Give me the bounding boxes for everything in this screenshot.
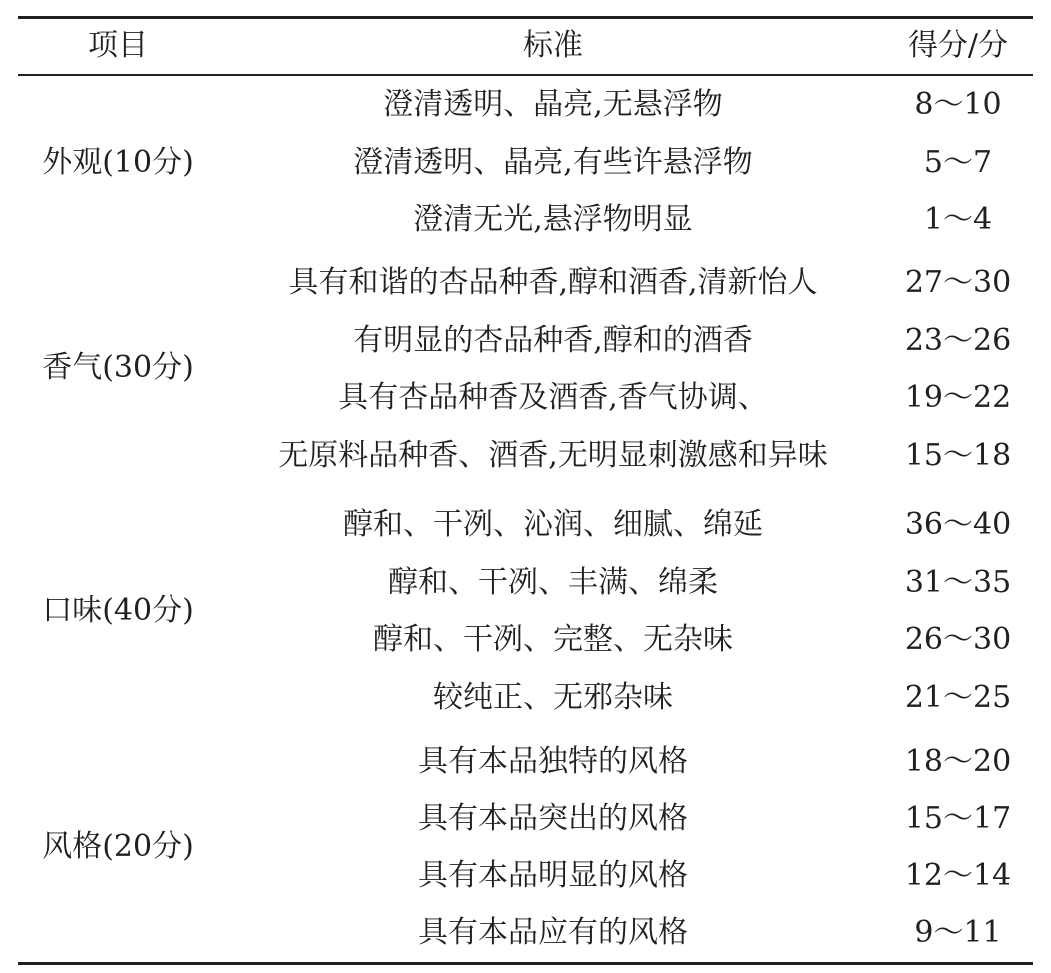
table-row-standard: 无原料品种香、酒香,无明显刺激感和异味 <box>278 438 828 473</box>
table-row-standard: 澄清无光,悬浮物明显 <box>413 202 693 237</box>
table-row-standard: 具有和谐的杏品种香,醇和酒香,清新怡人 <box>288 265 818 300</box>
header-item: 项目 <box>88 28 148 63</box>
table-bottom-rule <box>18 962 1033 965</box>
table-row-standard: 具有本品突出的风格 <box>418 801 688 836</box>
table-row-score: 15～17 <box>904 801 1012 836</box>
table-row-score: 21～25 <box>904 680 1012 715</box>
table-row-standard: 澄清透明、晶亮,有些许悬浮物 <box>353 145 753 180</box>
header-rule <box>18 74 1033 76</box>
table-row-standard: 澄清透明、晶亮,无悬浮物 <box>383 87 723 122</box>
table-row-score: 9～11 <box>914 915 1002 950</box>
group-label-appearance: 外观(10分) <box>42 145 194 180</box>
table-top-rule <box>18 16 1033 19</box>
table-row-score: 8～10 <box>914 87 1002 122</box>
header-standard: 标准 <box>523 28 583 63</box>
table-row-score: 31～35 <box>904 565 1012 600</box>
table-row-score: 1～4 <box>923 202 993 237</box>
table-row-score: 18～20 <box>904 744 1012 779</box>
table-row-score: 23～26 <box>904 323 1012 358</box>
header-score: 得分/分 <box>907 28 1009 63</box>
table-row-standard: 醇和、干冽、沁润、细腻、绵延 <box>343 507 763 542</box>
table-row-score: 36～40 <box>904 507 1012 542</box>
table-row-score: 5～7 <box>923 145 993 180</box>
table-row-score: 12～14 <box>904 858 1012 893</box>
table-row-standard: 醇和、干冽、完整、无杂味 <box>373 622 733 657</box>
table-row-score: 19～22 <box>904 380 1012 415</box>
table-row-standard: 较纯正、无邪杂味 <box>433 680 673 715</box>
group-label-style: 风格(20分) <box>42 829 194 864</box>
table-row-standard: 醇和、干冽、丰满、绵柔 <box>388 565 718 600</box>
table-row-score: 27～30 <box>904 265 1012 300</box>
group-label-aroma: 香气(30分) <box>42 350 194 385</box>
table-row-standard: 具有本品应有的风格 <box>418 915 688 950</box>
table-row-score: 15～18 <box>904 438 1012 473</box>
table-row-standard: 有明显的杏品种香,醇和的酒香 <box>353 323 753 358</box>
table-row-standard: 具有杏品种香及酒香,香气协调、 <box>338 380 768 415</box>
table-row-score: 26～30 <box>904 622 1012 657</box>
table-row-standard: 具有本品明显的风格 <box>418 858 688 893</box>
group-label-taste: 口味(40分) <box>42 593 194 628</box>
table-row-standard: 具有本品独特的风格 <box>418 744 688 779</box>
